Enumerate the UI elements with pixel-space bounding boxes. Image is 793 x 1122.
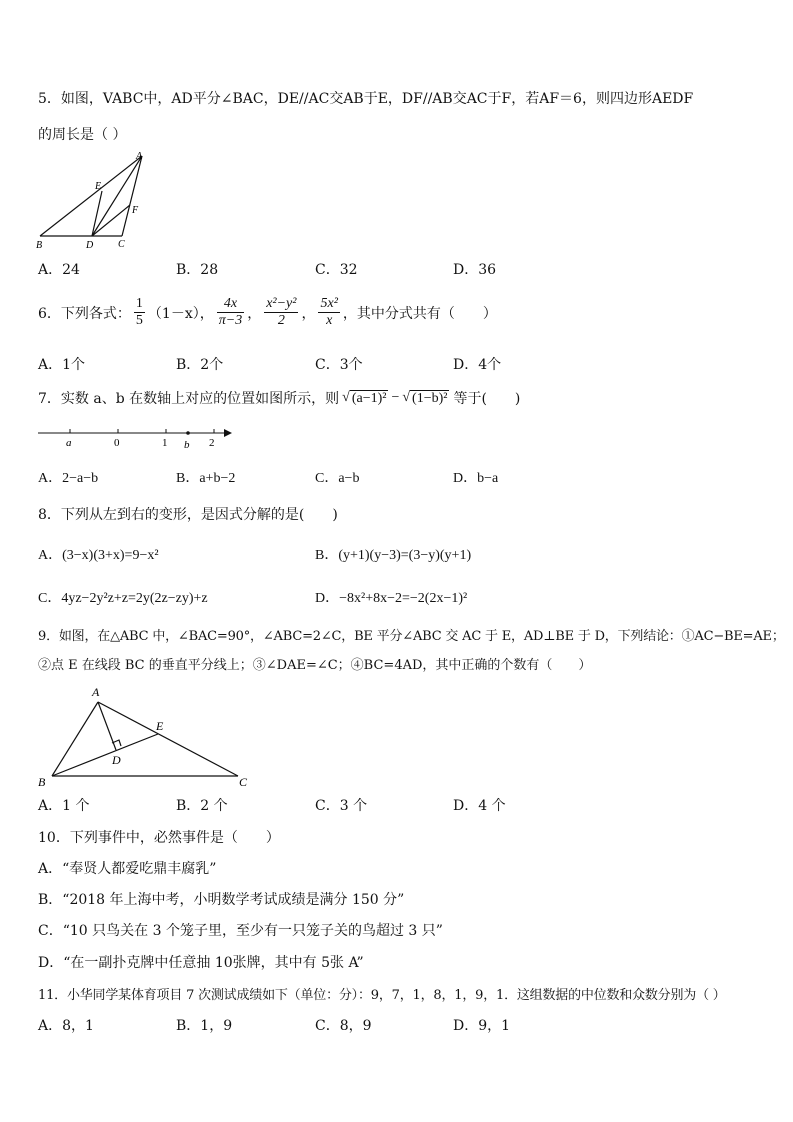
q7-number-line (36, 424, 236, 454)
q11-option-d[interactable]: D．9，1 (453, 1018, 511, 1034)
q9-segment-be (52, 734, 158, 776)
q11-option-c[interactable]: C．8，9 (315, 1018, 372, 1034)
q6-f4-num: 5x² (320, 296, 338, 311)
q11-option-a[interactable]: A．8，1 (38, 1018, 94, 1034)
q7-option-c[interactable]: C．a−b (315, 471, 360, 486)
q7-suffix: 等于( ) (453, 391, 521, 407)
q5-side-ab (40, 156, 142, 236)
q7-radical-2: (1−b)² (412, 390, 448, 406)
q10-option-b[interactable]: B．“2018 年上海中考，小明数学考试成绩是满分 150 分” (38, 892, 405, 908)
q7-prefix: 7．实数 a、b 在数轴上对应的位置如图所示，则 (38, 391, 340, 407)
q8-option-a[interactable]: A．(3−x)(3+x)=9−x² (38, 548, 159, 563)
q5-label-a: A (136, 151, 143, 162)
q5-option-d[interactable]: D．36 (453, 262, 497, 278)
q7-option-b[interactable]: B．a+b−2 (176, 471, 236, 486)
q5-stem-cont: 的周长是（ ） (38, 127, 127, 143)
q5-side-ac (122, 156, 142, 236)
q6-f1-tail: （1－x）， (147, 305, 214, 322)
q6-f2-num: 4x (217, 296, 244, 313)
q6-f2-den: π−3 (218, 313, 243, 328)
q5-option-b[interactable]: B．28 (176, 262, 219, 278)
q8-stem: 8．下列从左到右的变形，是因式分解的是( ) (38, 507, 338, 523)
q8-option-c[interactable]: C．4yz−2y²z+z=2y(2z−zy)+z (38, 591, 208, 606)
q7-stem: 7．实数 a、b 在数轴上对应的位置如图所示，则 √ (a−1)² − √ (1−b)² 等于( ) (38, 390, 521, 407)
q9-label-a: A (92, 685, 100, 699)
q7-label-0: 0 (114, 437, 120, 449)
q6-fraction-4 (318, 296, 339, 329)
q8-option-d[interactable]: D．−8x²+8x−2=−2(2x−1)² (315, 591, 468, 606)
q6-fraction-3 (264, 296, 298, 329)
q6-prefix: 6．下列各式： (38, 305, 131, 322)
q6-fraction-2 (217, 296, 244, 329)
q6-f1-den: 5 (135, 313, 143, 328)
q5-label-c: C (118, 239, 125, 250)
q6-option-c[interactable]: C．3个 (315, 357, 363, 373)
q6-f3-den: 2 (277, 313, 285, 328)
q9-label-b: B (38, 775, 46, 789)
q6-stem: 6．下列各式： $\frac{1}{5}$ （1－x）， $\frac{4x}{\pi-3}$ ， $\frac{\text{x²−y²}}{2}$ ， $\frac{\text{5x²}}{x}$ ，其中分式共有（ ） (38, 296, 497, 328)
q11-option-b[interactable]: B．1，9 (176, 1018, 233, 1034)
q5-figure (30, 148, 150, 252)
q9-label-e: E (156, 719, 164, 733)
q10-option-c[interactable]: C．“10 只鸟关在 3 个笼子里，至少有一只笼子关的鸟超过 3 只” (38, 923, 443, 939)
q7-radical-1: (a−1)² (351, 390, 387, 406)
q6-suffix: ，其中分式共有（ ） (342, 305, 497, 322)
q7-option-a[interactable]: A．2−a−b (38, 471, 99, 486)
q11-stem: 11．小华同学某体育项目 7 次测试成绩如下（单位：分）：9，7，1，8，1，9，1．这组数据的中位数和众数分别为（ ） (38, 988, 726, 1003)
q5-option-a[interactable]: A．24 (38, 262, 80, 278)
q6-f3-num: x²−y² (266, 296, 297, 311)
q7-label-2: 2 (209, 437, 215, 449)
q5-label-f: F (132, 205, 139, 216)
q9-label-d: D (112, 753, 121, 767)
q7-axis-arrow (224, 429, 232, 437)
q9-option-c[interactable]: C．3 个 (315, 798, 368, 814)
q6-option-b[interactable]: B．2个 (176, 357, 224, 373)
q6-option-d[interactable]: D．4个 (453, 357, 502, 373)
q7-label-1: 1 (162, 437, 168, 449)
q9-stem-cont: ②点 E 在线段 BC 的垂直平分线上；③∠DAE=∠C；④BC=4AD，其中正确的个数有（ ） (38, 658, 592, 673)
q9-right-angle-mark (112, 740, 121, 746)
q7-label-b: b (184, 439, 190, 451)
q5-stem: 5．如图，VABC中，AD平分∠BAC，DE//AC交AB于E，DF//AB交AC于F，若AF＝6，则四边形AEDF (38, 91, 694, 107)
q7-option-d[interactable]: D．b−a (453, 471, 499, 486)
q9-option-b[interactable]: B．2 个 (176, 798, 228, 814)
q6-option-a[interactable]: A．1个 (38, 357, 86, 373)
q6-fraction-1 (134, 296, 145, 329)
q10-stem: 10．下列事件中，必然事件是（ ） (38, 830, 280, 846)
q9-option-a[interactable]: A．1 个 (38, 798, 90, 814)
q7-point-b (186, 431, 190, 435)
q9-stem: 9．如图，在△ABC 中，∠BAC=90°，∠ABC=2∠C，BE 平分∠ABC 交 AC 于 E，AD⊥BE 于 D，下列结论：①AC−BE=AE； (38, 629, 785, 644)
q5-label-d: D (86, 240, 94, 251)
q5-option-c[interactable]: C．32 (315, 262, 358, 278)
q5-label-e: E (95, 181, 102, 192)
q7-label-a: a (66, 437, 72, 449)
q9-side-ab (52, 702, 98, 776)
q10-option-a[interactable]: A．“奉贤人都爱吃鼎丰腐乳” (38, 861, 217, 877)
q5-segment-ad (92, 156, 142, 236)
q9-figure (32, 684, 262, 790)
q5-label-b: B (36, 240, 43, 251)
q8-option-b[interactable]: B．(y+1)(y−3)=(3−y)(y+1) (315, 548, 472, 563)
q10-option-d[interactable]: D．“在一副扑克牌中任意抽 10张牌，其中有 5张 A” (38, 955, 364, 971)
q9-option-d[interactable]: D．4 个 (453, 798, 506, 814)
q6-f1-num: 1 (135, 296, 143, 311)
q6-f4-den: x (326, 313, 333, 328)
q9-label-c: C (239, 775, 248, 789)
